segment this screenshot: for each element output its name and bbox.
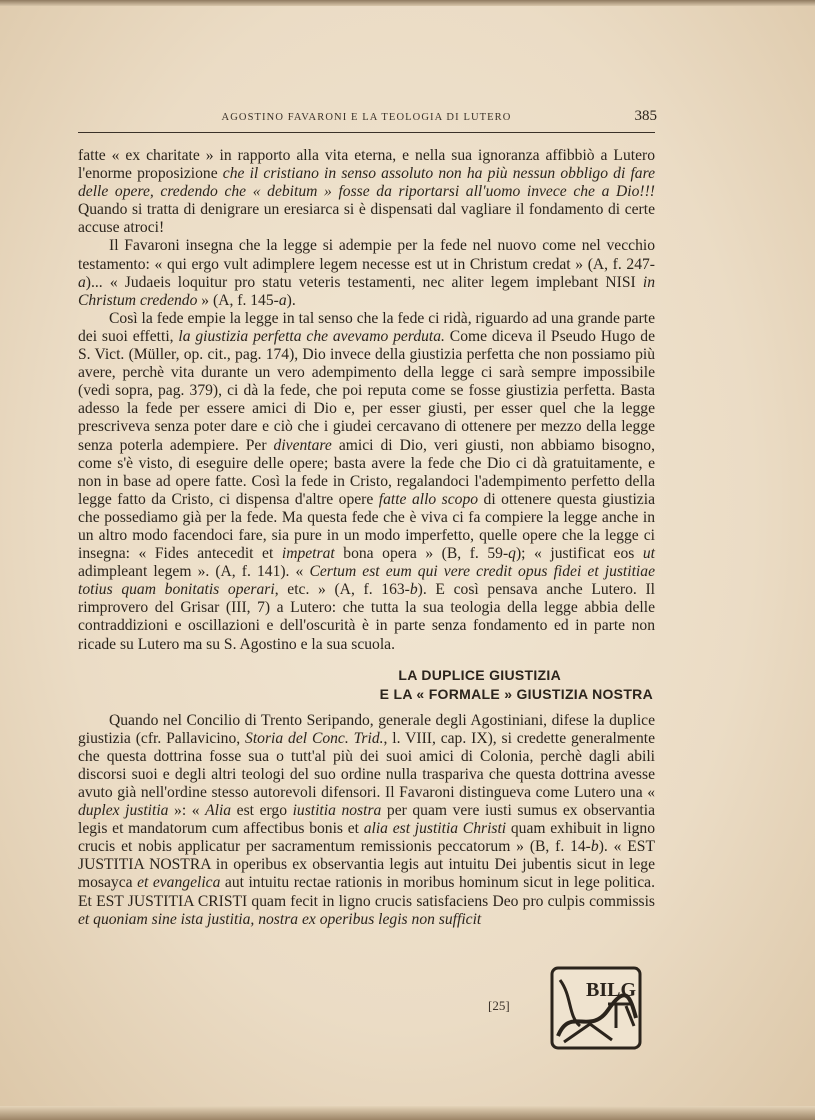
text-run: Quando nel Concilio di Trento Seripando, generale degli Agostiniani, difese la duplice giustizia (cfr. Pallavicino, [78, 711, 655, 747]
italic-text: q [508, 545, 516, 563]
text-run: per quam vere iusti sumus ex observantia legis et mandatorum cum affectibus bonis et [78, 802, 656, 838]
italic-text: che il cristiano in senso assoluto non ha più nessun obbligo di fare delle opere, credendo che « debitum » fosse da riportarsi all'uomo invece che a Dio!!! [78, 165, 656, 201]
text-run: ). « EST JUSTITIA NOSTRA in operibus ex observantia legis aut intuitu Dei jubentis sicut in lege mosayca [78, 838, 655, 892]
text-run: Come diceva il Pseudo Hugo de S. Vict. (Müller, op. cit., pag. 174), Dio invece della giustizia perfetta che non possiamo più avere, perchè vita durante un vero adempimento della legge ci sarà sempre impossibile (vedi sopra, pag. 379), ci dà la fede, che poi reputa come se fosse giustizia perfetta. Basta adesso la fede per essere amici di Dio e, per esser giusti, per esser quel che la legge prescriveva senza poter dare e ciò che i giudei cercavano di ottenere per mezzo della legge senza poterla adempiere. Per [78, 327, 656, 454]
running-head: AGOSTINO FAVARONI E LA TEOLOGIA DI LUTERO [221, 112, 512, 123]
text-run: ). E così pensava anche Lutero. Il rimprovero del Grisar (III, 7) a Lutero: che tutta la sua teologia della legge abbia delle contraddizioni e oscillazioni e dell'oscurità è in parte senza fondamento ed in parte non ricade su Lutero ma su S. Agostino e la sua scuola. [78, 581, 655, 653]
text-run: Il Favaroni insegna che la legge si adempie per la fede nel nuovo come nel vecchio testamento: « qui ergo vult adimplere legem necesse est ut in Christum credat » (A, f. 247- [78, 237, 655, 273]
text-run: Quando si tratta di denigrare un eresiarca si è dispensati dal vagliare il fondamento di certe accuse atroci! [78, 201, 655, 237]
seal-lettering: BILG [586, 979, 637, 1001]
library-seal-icon [550, 966, 642, 1050]
italic-text: a [78, 273, 86, 291]
text-run: aut intuitu rectae rationis in moribus hominum sicut in lege politica. Et EST JUSTITIA CRISTI quam fecit in ligno crucis satisfaciens Deo pro culpis commissis [78, 874, 655, 910]
paragraph [78, 310, 655, 654]
italic-text: et evangelica [137, 874, 221, 892]
text-run: quam exhibuit in ligno crucis et nobis applicatur per sacramentum remissionis peccatorum » (B, f. 14- [78, 820, 656, 856]
text-run: ); « justificat eos [515, 545, 643, 563]
italic-text: diventare [273, 436, 332, 454]
italic-text: la giustizia perfetta che avevamo perduta. [178, 327, 445, 345]
paragraph [78, 712, 655, 929]
text-run: adimpleant legem ». (A, f. 141). « [78, 563, 310, 581]
section-heading-line: LA DUPLICE GIUSTIZIA [398, 666, 561, 683]
italic-text: in Christum credendo [78, 273, 655, 309]
text-run: amici di Dio, veri giusti, non abbiamo bisogno, come s'è visto, di eseguire delle opere; basta avere la fede che Dio ci dà gratuitamente, e non in base ad opere fatte. Così la fede in Cristo, regalandoci l'adempimento perfetto della legge fatto da Cristo, ci dispensa d'altre opere [78, 436, 655, 508]
text-run: fatte « ex charitate » in rapporto alla vita eterna, e nella sua ignoranza affibbiò a Lutero l'enorme proposizione [78, 147, 655, 183]
italic-text: fatte allo scopo [378, 490, 479, 508]
italic-text: Storia del Conc. Trid. [245, 729, 384, 747]
text-run: , l. VIII, cap. IX), si credette generalmente che questa dottrina fosse sua o tutt'al più dei suoi amici di Colonia, perchè dagli abili discorsi suoi e degli altri teologi del suo ordine nulla traspariva che questa dottrina avesse avuto già nell'ordine stesso autorevoli difensori. Il Favaroni distingueva come Lutero una « [78, 729, 655, 801]
text-run: )... « Judaeis loquitur pro statu veteris testamenti, nec aliter legem implebant NISI [85, 273, 643, 291]
italic-text: b [590, 838, 599, 856]
text-run: Così la fede empie la legge in tal senso che la fede ci ridà, riguardo ad una grande parte dei suoi effetti, [78, 309, 655, 345]
italic-text: iustitia nostra [292, 802, 382, 820]
text-run: , etc. » (A, f. 163- [274, 581, 410, 599]
text-run: » (A, f. 145- [197, 291, 279, 309]
page-number: 385 [634, 108, 657, 124]
signature-mark: [25] [488, 998, 510, 1013]
paragraph [78, 237, 655, 309]
italic-text: Alia [205, 802, 232, 820]
text-run: ). [286, 291, 296, 309]
text-run: di ottenere questa giustizia che possediamo già per la fede. Ma questa fede che è viva ci fa compiere la legge anche in un altro modo facendoci fare, sia pure in un modo imperfetto, quelle opere che la legge ci insegna: « Fides antecedit et [78, 490, 655, 563]
section-heading-line: E LA « FORMALE » GIUSTIZIA NOSTRA [379, 685, 653, 702]
italic-text: et quoniam sine ista justitia, nostra ex operibus legis non sufficit [78, 910, 482, 928]
paragraph [78, 147, 655, 237]
text-run: est ergo [231, 802, 293, 820]
page-header [78, 108, 655, 133]
italic-text: duplex justitia [78, 802, 169, 820]
page-top-edge [0, 0, 815, 6]
body-text [78, 147, 655, 929]
italic-text: Certum est eum qui vere credit opus fidei et justitiae totius quam bonitatis operari [78, 563, 655, 599]
italic-text: alia est justitia Christi [363, 820, 507, 838]
italic-text: a [278, 291, 287, 309]
italic-text: ut [642, 545, 656, 563]
page-bottom-edge [0, 1106, 815, 1120]
italic-text: b [409, 581, 418, 599]
text-run: bona opera » (B, f. 59- [334, 545, 509, 563]
text-run: »: « [168, 802, 206, 820]
section-heading [78, 666, 655, 704]
italic-text: impetrat [281, 545, 335, 563]
